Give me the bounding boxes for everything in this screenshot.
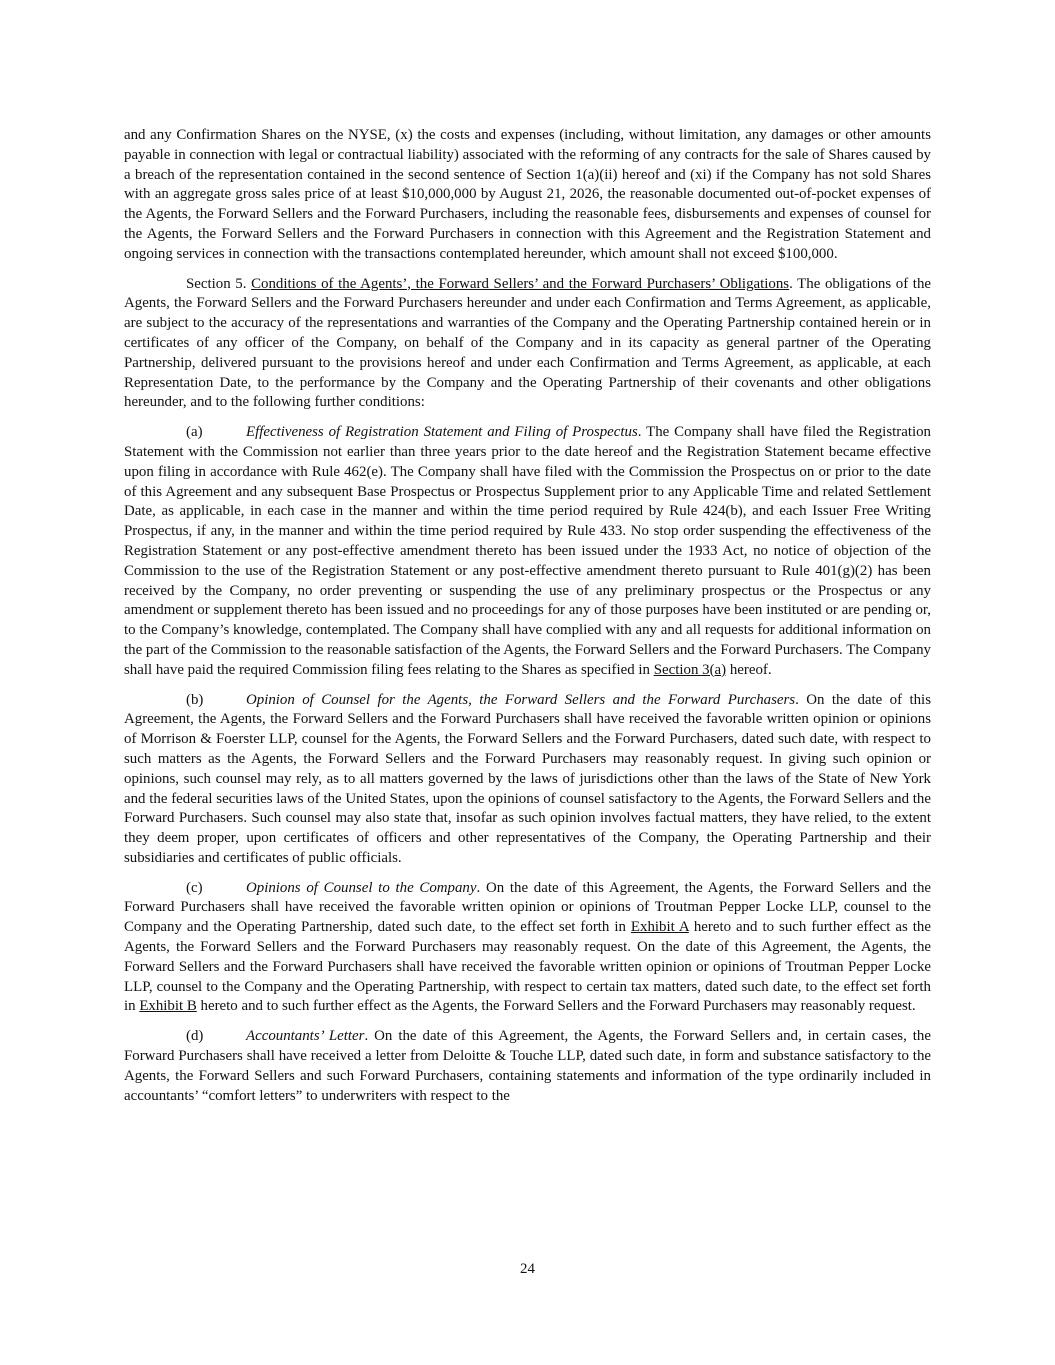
- condition-b-number: (b): [186, 691, 204, 708]
- document-body: [124, 126, 931, 1116]
- condition-a-number: (a): [186, 424, 203, 441]
- condition-c-body-1: . On the date of this Agreement, the Agents, the Forward Sellers and the Forward Purchasers shall have received the favorable written opinion or opinions of Troutman Pepper Locke LLP, counsel to the Company and the Operating Partnership, dated such date, to the effect set forth in: [124, 879, 931, 936]
- section-5-title: Conditions of the Agents’, the Forward Sellers’ and the Forward Purchasers’ Obligations: [251, 275, 790, 292]
- condition-b-title: Opinion of Counsel for the Agents, the Forward Sellers and the Forward Purchasers: [246, 691, 796, 708]
- condition-c-body-2: hereto and to such further effect as the Agents, the Forward Sellers and the Forward Purchasers may reasonably request. On the date of this Agreement, the Agents, the Forward Sellers and the Forward Purchasers shall have received the favorable written opinion or opinions of Troutman Pepper Locke LLP, counsel to the Company and the Operating Partnership, with respect to certain tax matters, dated such date, to the effect set forth in: [124, 919, 931, 1015]
- exhibit-a-link[interactable]: Exhibit A: [630, 919, 689, 936]
- section-5-lead: Section 5.: [186, 275, 252, 292]
- condition-d-number: (d): [186, 1028, 204, 1045]
- exhibit-b-link[interactable]: Exhibit B: [139, 998, 197, 1015]
- condition-c-paragraph: [124, 879, 931, 1018]
- condition-a-body: . The Company shall have filed the Registration Statement with the Commission not earlier than three years prior to the date hereof and the Registration Statement became effective upon filing in accordance with Rule 462(e). The Company shall have filed with the Commission the Prospectus on or prior to the date of this Agreement and any subsequent Base Prospectus or Prospectus Supplement prior to any Applicable Time and related Settlement Date, as applicable, in each case in the manner and within the time period required by Rule 424(b), and each Issuer Free Writing Prospectus, if any, in the manner and within the time period required by Rule 433. No stop order suspending the effectiveness of the Registration Statement or any post-effective amendment thereto has been issued under the 1933 Act, no notice of objection of the Commission to the use of the Registration Statement or any post-effective amendment thereto pursuant to Rule 401(g)(2) has been received by the Company, no order preventing or suspending the use of any preliminary prospectus or the Prospectus or any amendment or supplement thereto has been issued and no proceedings for any of those purposes have been instituted or are pending or, to the Company’s knowledge, contemplated. The Company shall have complied with any and all requests for additional information on the part of the Commission to the reasonable satisfaction of the Agents, the Forward Sellers and the Forward Purchasers. The Company shall have paid the required Commission filing fees relating to the Shares as specified in: [124, 424, 931, 678]
- condition-b-paragraph: [124, 691, 931, 869]
- condition-a-paragraph: [124, 423, 931, 680]
- condition-c-body-3: hereto and to such further effect as the Agents, the Forward Sellers and the Forward Purchasers may reasonably request.: [196, 998, 916, 1015]
- condition-c-number: (c): [186, 879, 203, 896]
- page-number: 24: [520, 1261, 535, 1277]
- condition-d-body: . On the date of this Agreement, the Agents, the Forward Sellers and, in certain cases, the Forward Purchasers shall have received a letter from Deloitte & Touche LLP, dated such date, in form and substance satisfactory to the Agents, the Forward Sellers and such Forward Purchasers, containing statements and information of the type ordinarily included in accountants’ “comfort letters” to underwriters with respect to the: [124, 1028, 931, 1104]
- condition-a-tail: hereof.: [726, 661, 772, 678]
- condition-c-title: Opinions of Counsel to the Company: [246, 879, 477, 896]
- condition-d-title: Accountants’ Letter: [246, 1028, 365, 1045]
- section-5-paragraph: [124, 275, 931, 414]
- condition-d-paragraph: [124, 1027, 931, 1106]
- paragraph-continuation: and any Confirmation Shares on the NYSE, (x) the costs and expenses (including, without limitation, any damages or other amounts payable in connection with legal or contractual liability) associated with the reforming of any contracts for the sale of Shares caused by a breach of the representation contained in the second sentence of Section 1(a)(ii) hereof and (xi) if the Company has not sold Shares with an aggregate gross sales price of at least $10,000,000 by August 21, 2026, the reasonable documented out-of-pocket expenses of the Agents, the Forward Sellers and the Forward Purchasers, including the reasonable fees, disbursements and expenses of counsel for the Agents, the Forward Sellers and the Forward Purchasers in connection with this Agreement and the Registration Statement and ongoing services in connection with the transactions contemplated hereunder, which amount shall not exceed $100,000.: [124, 127, 931, 262]
- condition-b-body: . On the date of this Agreement, the Agents, the Forward Sellers and the Forward Purchasers shall have received the favorable written opinion or opinions of Morrison & Foerster LLP, counsel for the Agents, the Forward Sellers and the Forward Purchasers, dated such date, with respect to such matters as the Agents, the Forward Sellers and the Forward Purchasers may reasonably request. In giving such opinion or opinions, such counsel may rely, as to all matters governed by the laws of jurisdictions other than the laws of the State of New York and the federal securities laws of the United States, upon the opinions of counsel satisfactory to the Agents, the Forward Sellers and the Forward Purchasers. Such counsel may also state that, insofar as such opinion involves factual matters, they have relied, to the extent they deem proper, upon certificates of officers and other representatives of the Company, the Operating Partnership and their subsidiaries and certificates of public officials.: [124, 691, 931, 866]
- condition-a-title: Effectiveness of Registration Statement and Filing of Prospectus: [246, 424, 638, 441]
- section-5-body: . The obligations of the Agents, the Forward Sellers and the Forward Purchasers hereunder and under each Confirmation and Terms Agreement, as applicable, are subject to the accuracy of the representations and warranties of the Company and the Operating Partnership contained herein or in certificates of any officer of the Company, on behalf of the Company and in its capacity as general partner of the Operating Partnership, delivered pursuant to the provisions hereof and under each Confirmation and Terms Agreement, as applicable, at each Representation Date, to the performance by the Company and the Operating Partnership of their covenants and other obligations hereunder, and to the following further conditions:: [124, 275, 932, 411]
- section-3a-link[interactable]: Section 3(a): [653, 661, 727, 678]
